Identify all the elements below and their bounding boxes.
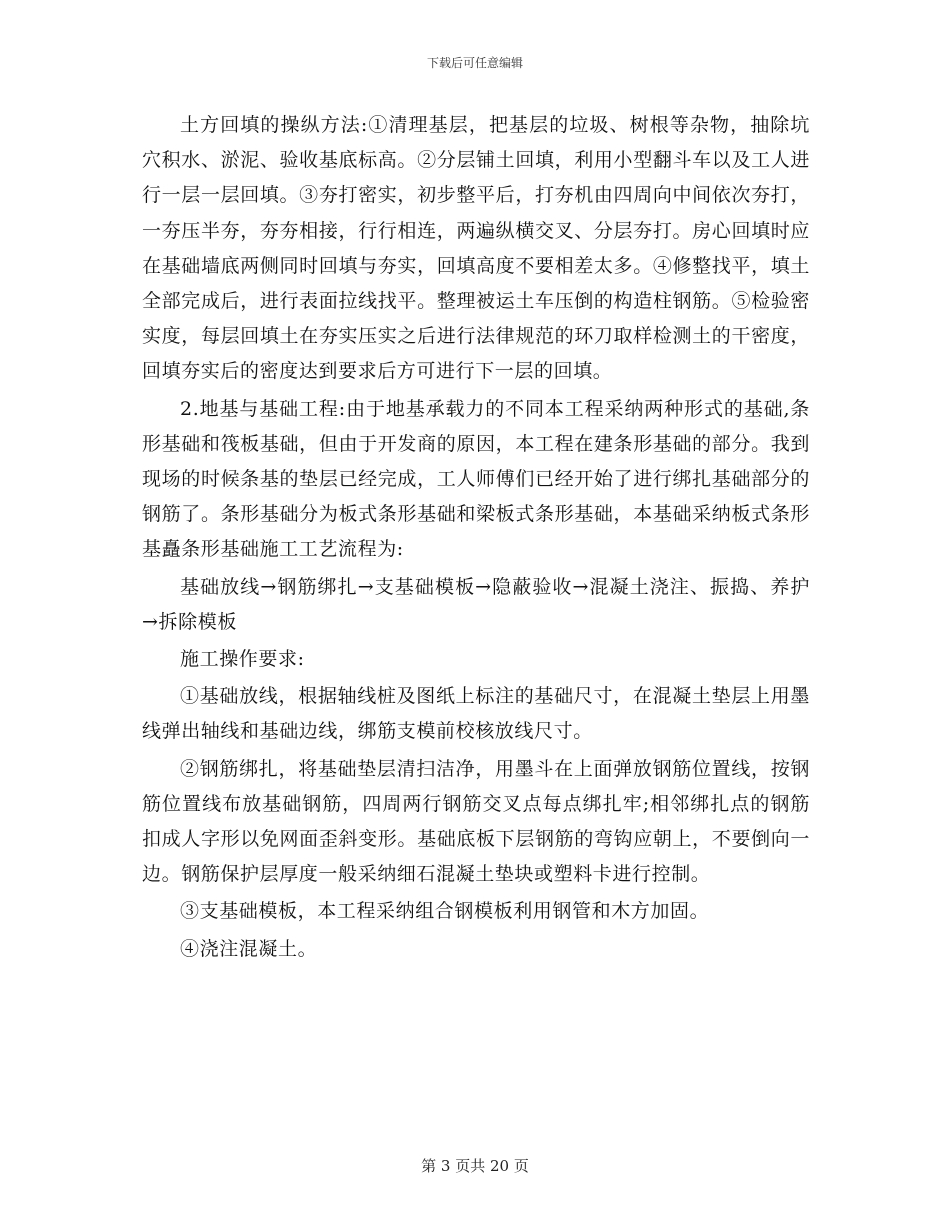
paragraph-operation-requirements-heading: 施工操作要求: bbox=[180, 648, 305, 671]
paragraph-foundation-engineering: 2.地基与基础工程:由于地基承载力的不同本工程采纳两种形式的基础,条形基础和筏板基础，但由于开发商的原因，本工程在建条形基础的部分。我到现场的时候条基的垫层已经完成，工人师傅们已经开始了进行绑扎基础部分的钢筋了。条形基础分为板式条形基础和梁板式条形基础，本基础采纳板式条形基矗条形基础施工工艺流程为: bbox=[142, 397, 810, 561]
paragraph-step-formwork: ③支基础模板，本工程采纳组合钢模板利用钢管和木方加固。 bbox=[180, 900, 710, 923]
paragraph-process-flow: 基础放线→钢筋绑扎→支基础模板→隐蔽验收→混凝土浇注、振捣、养护→拆除模板 bbox=[142, 575, 810, 633]
document-body bbox=[142, 108, 810, 969]
page-number: 第 3 页共 20 页 bbox=[421, 1157, 529, 1175]
paragraph-step-concrete-pouring: ④浇注混凝土。 bbox=[180, 937, 318, 960]
page-header-note: 下载后可任意编辑 bbox=[426, 56, 523, 70]
paragraph-step-layout: ①基础放线，根据轴线桩及图纸上标注的基础尺寸，在混凝土垫层上用墨线弹出轴线和基础边线，绑筋支模前校核放线尺寸。 bbox=[142, 685, 810, 743]
paragraph-earth-backfill-method: 土方回填的操纵方法:①清理基层，把基层的垃圾、树根等杂物，抽除坑穴积水、淤泥、验收基底标高。②分层铺土回填，利用小型翻斗车以及工人进行一层一层回填。③夯打密实，初步整平后，打夯机由四周向中间依次夯打，一夯压半夯，夯夯相接，行行相连，两遍纵横交叉、分层夯打。房心回填时应在基础墙底两侧同时回填与夯实，回填高度不要相差太多。④修整找平，填土全部完成后，进行表面拉线找平。整理被运土车压倒的构造柱钢筋。⑤检验密实度，每层回填土在夯实压实之后进行法律规范的环刀取样检测土的干密度，回填夯实后的密度达到要求后方可进行下一层的回填。 bbox=[142, 114, 810, 383]
paragraph-step-rebar-binding: ②钢筋绑扎，将基础垫层清扫洁净，用墨斗在上面弹放钢筋位置线，按钢筋位置线布放基础钢筋，四周两行钢筋交叉点每点绑扎牢;相邻绑扎点的钢筋扣成人字形以免网面歪斜变形。基础底板下层钢筋的弯钩应朝上，不要倒向一边。钢筋保护层厚度一般采纳细石混凝土垫块或塑料卡进行控制。 bbox=[142, 757, 810, 886]
